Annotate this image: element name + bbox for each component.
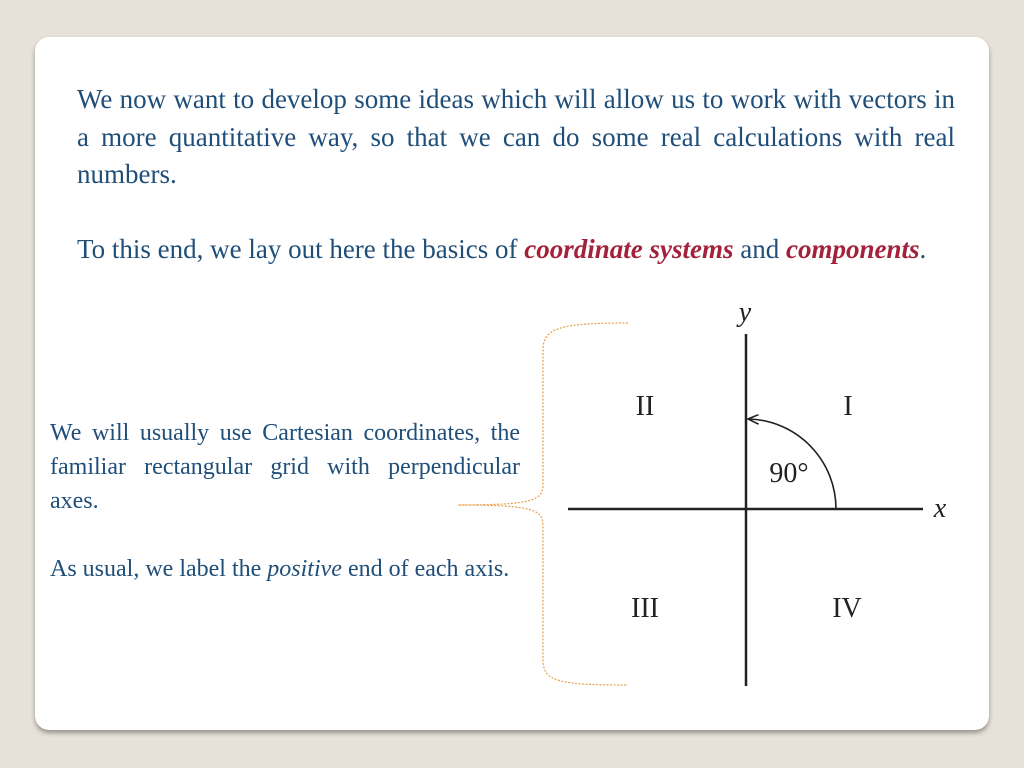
- angle-label: 90°: [769, 458, 809, 489]
- intro-paragraph-2-text-after: .: [919, 234, 927, 264]
- quadrant-label-ii: II: [635, 391, 655, 422]
- quadrant-label-iii: III: [631, 593, 659, 624]
- label-paragraph-text-after: end of each axis.: [341, 556, 510, 582]
- cartesian-paragraph: We will usually use Cartesian coordinates, the familiar rectangular grid with perpendicular axes.: [50, 420, 520, 514]
- x-axis-label: x: [933, 493, 947, 524]
- term-coordinate-systems: coordinate systems: [524, 234, 734, 264]
- intro-paragraph-2-text-before: To this end, we lay out here the basics of: [77, 234, 525, 264]
- intro-paragraph-2-text-middle: and: [733, 234, 786, 264]
- brace: [458, 323, 628, 685]
- label-paragraph-text-before: As usual, we label the: [50, 556, 268, 582]
- y-axis-label: y: [738, 297, 752, 328]
- term-components: components: [785, 234, 920, 264]
- quadrant-label-iv: IV: [832, 593, 862, 624]
- intro-paragraph-1: We now want to develop some ideas which will allow us to work with vectors in a more quantitative way, so that we can do some real calculations with real numbers.: [77, 84, 955, 189]
- quadrant-label-i: I: [843, 391, 853, 422]
- emphasis-positive: positive: [267, 556, 342, 582]
